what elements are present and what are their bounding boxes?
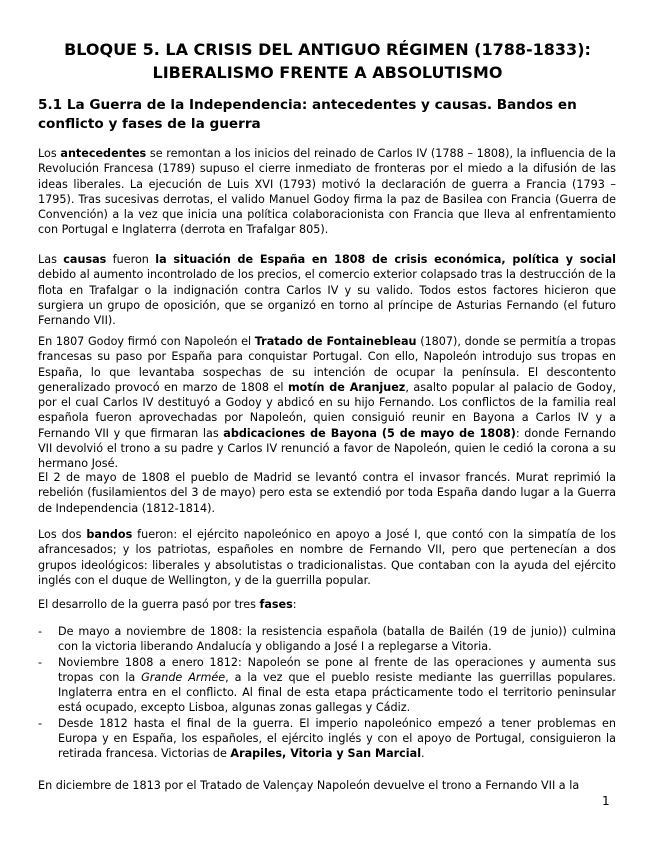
section-heading: 5.1 La Guerra de la Independencia: antecedentes y causas. Bandos en conflicto y fases de la guerra xyxy=(38,97,577,132)
phases-list xyxy=(38,624,616,762)
paragraph-bandos: Los dos bandos fueron: el ejército napoleónico en apoyo a José I, que contó con la simpatía de los afrancesados; y los patriotas, españoles en nombre de Fernando VII, pero que pertenecían a dos grupos ideológicos: liberales y absolutistas o tradicionalistas. Que contaban con la ayuda del ejército inglés con el duque de Wellington, y de la guerrilla popular. xyxy=(38,528,616,587)
phase-item-1: - De mayo a noviembre de 1808: la resistencia española (batalla de Bailén (19 de junio)) culmina con la victoria liberando Andalucía y obligando a José I a replegarse a Vitoria. xyxy=(38,625,616,654)
paragraph-dos-de-mayo: El 2 de mayo de 1808 el pueblo de Madrid se levantó contra el invasor francés. Murat reprimió la rebelión (fusilamientos del 3 de mayo) pero esta se extendió por toda España dando lugar a la Guerra de Independencia (1812-1814). xyxy=(38,471,616,515)
title-line-1: BLOQUE 5. LA CRISIS DEL ANTIGUO RÉGIMEN (1788-1833): xyxy=(64,40,591,59)
document-title xyxy=(30,38,625,84)
paragraph-fontainebleau: En 1807 Godoy firmó con Napoleón el Tratado de Fontainebleau (1807), donde se permitía a tropas francesas su paso por España para conquistar Portugal. Con ello, Napoleón introdujo sus tropas en España, lo que levantaba sospechas de su intención de ocupar la península. El descontento generalizado provocó en marzo de 1808 el motín de Aranjuez, asalto popular al palacio de Godoy, por el cual Carlos IV destituyó a Godoy y abdicó en su hijo Fernando. Los conflictos de la familia real española fueron aprovechadas por Napoleón, quien consiguió reunir en Bayona a Carlos IV y a Fernando VII y que firmaran las abdicaciones de Bayona (5 de mayo de 1808): donde Fernando VII devolvió el trono a su padre y Carlos IV renunció a favor de Napoleón, quien le cedió la corona a su hermano José. xyxy=(38,335,617,471)
paragraph-causas: Las causas fueron la situación de España en 1808 de crisis económica, política y social debido al aumento incontrolado de los precios, el comercio exterior colapsado tras la destrucción de la flota en Trafalgar o la indignación contra Carlos IV y su valido. Todos estos factores hicieron que surgiera un grupo de oposición, que se organizó en torno al príncipe de Asturias Fernando (el futuro Fernando VII). xyxy=(38,253,616,328)
paragraph-antecedentes: Los antecedentes se remontan a los inicios del reinado de Carlos IV (1788 – 1808), la influencia de la Revolución Francesa (1789) supuso el cierre inmediato de fronteras por el miedo a la difusión de las ideas liberales. La ejecución de Luis XVI (1793) motivó la declaración de guerra a Francia (1793 – 1795). Tras sucesivas derrotas, el valido Manuel Godoy firma la paz de Basilea con Francia (Guerra de Convención) a la vez que inicia una política colaboracionista con Francia que lleva al enfrentamiento con Portugal e Inglaterra (derrota en Trafalgar 805). xyxy=(38,147,617,237)
bold-tratado-fontainebleau: Tratado de Fontainebleau xyxy=(254,335,417,348)
bold-abdicaciones-bayona: abdicaciones de Bayona (5 de mayo de 1808) xyxy=(223,426,516,440)
bold-antecedentes: antecedentes xyxy=(60,147,147,160)
phases-list-container xyxy=(38,624,616,762)
bold-motin-aranjuez: motín de Aranjuez xyxy=(287,380,406,394)
page-number: 1 xyxy=(602,794,610,808)
bold-situacion: la situación de España en 1808 de crisis económica, política y social xyxy=(155,253,616,266)
bold-fases: fases xyxy=(259,598,293,611)
paragraph-fases-intro: El desarrollo de la guerra pasó por tres fases: xyxy=(38,598,297,611)
bold-causas: causas xyxy=(63,253,107,266)
title-line-2: LIBERALISMO FRENTE A ABSOLUTISMO xyxy=(152,63,503,82)
italic-grande-armee: Grande Armée xyxy=(141,670,226,684)
bullet-dash: - xyxy=(38,625,43,638)
bold-bandos: bandos xyxy=(86,528,133,541)
paragraph-valencay: En diciembre de 1813 por el Tratado de Valençay Napoleón devuelve el trono a Fernando VII a la xyxy=(38,779,580,792)
bold-victorias: Arapiles, Vitoria y San Marcial xyxy=(230,747,422,761)
phase-item-3: - Desde 1812 hasta el final de la guerra. El imperio napoleónico empezó a tener problemas en Europa y en España, los españoles, el ejército inglés y con el apoyo de Portugal, consiguieron la retirada francesa. Victorias de Arapiles, Vitoria y San Marcial. xyxy=(38,716,616,761)
bullet-dash: - xyxy=(38,655,43,669)
phase-item-2: - Noviembre 1808 a enero 1812: Napoleón se pone al frente de las operaciones y aumenta sus tropas con la Grande Armée, a la vez que el pueblo resiste mediante las guerrillas populares. Inglaterra entra en el conflicto. Al final de esta etapa prácticamente todo el territorio peninsular está ocupado, excepto Lisboa, algunas zonas gallegas y Cádiz. xyxy=(38,655,616,715)
bullet-dash: - xyxy=(38,716,43,730)
